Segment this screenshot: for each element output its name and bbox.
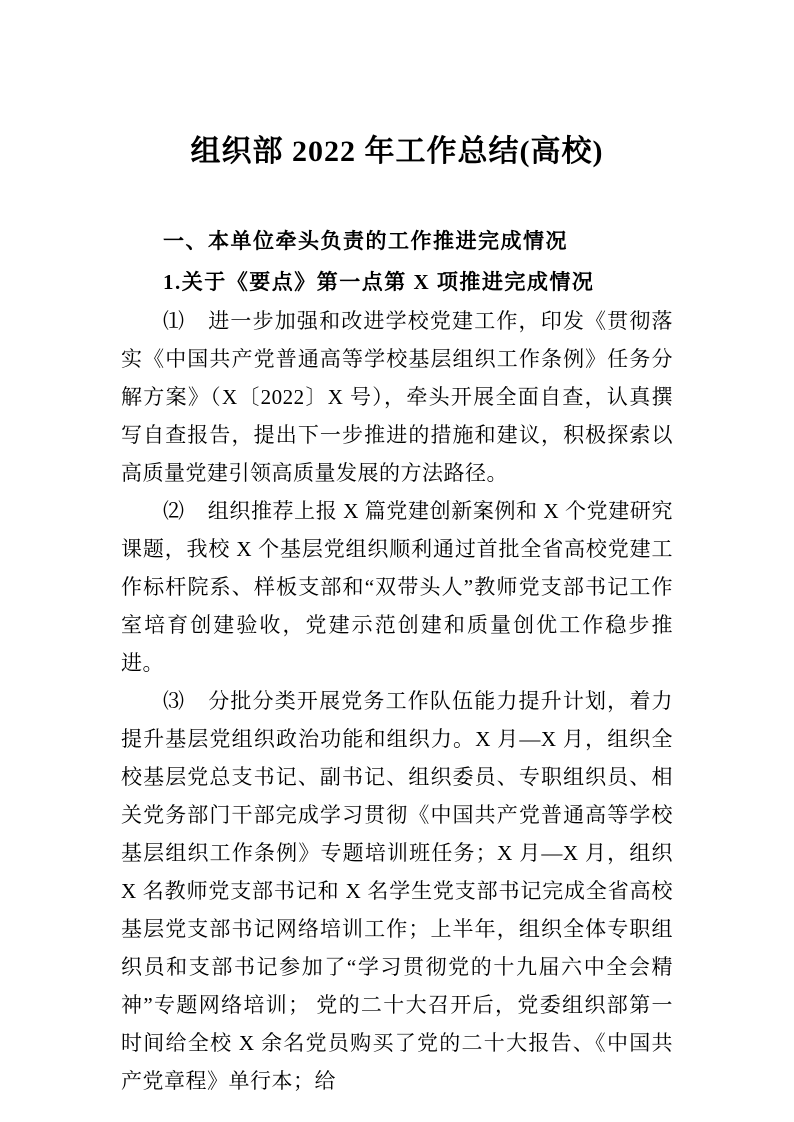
- paragraph-1: [121, 302, 673, 492]
- section-heading-2: 1.关于《要点》第一点第 X 项推进完成情况: [163, 270, 595, 294]
- paragraph-1-text: 进一步加强和改进学校党建工作，印发《贯彻落实《中国共产党普通高等学校基层组织工作条例》任务分解方案》（X〔2022〕X 号），牵头开展全面自查，认真撰写自查报告，提出下一步推进的措施和建议，积极探索以高质量党建引领高质量发展的方法路径。: [121, 309, 674, 485]
- paragraph-3-text: 分批分类开展党务工作队伍能力提升计划，着力提升基层党组织政治功能和组织力。X 月—X 月，组织全校基层党总支书记、副书记、组织委员、专职组织员、相关党务部门干部完成学习贯彻《中国共产党普通高等学校基层组织工作条例》专题培训班任务；X 月—X 月，组织 X 名教师党支部书记和 X 名学生党支部书记完成全省高校基层党支部书记网络培训工作；上半年，组织全体专职组织员和支部书记参加了“学习贯彻党的十九届六中全会精神”专题网络培训； 党的二十大召开后，党委组织部第一时间给全校 X 余名党员购买了党的二十大报告、《中国共产党章程》单行本；给: [121, 689, 674, 1093]
- paragraph-2-text: 组织推荐上报 X 篇党建创新案例和 X 个党建研究课题，我校 X 个基层党组织顺利通过首批全省高校党建工作标杆院系、样板支部和“双带头人”教师党支部书记工作室培育创建验收，党建示范创建和质量创优工作稳步推进。: [121, 499, 673, 675]
- paragraph-3: [121, 682, 673, 1100]
- section-heading-1: 一、本单位牵头负责的工作推进完成情况: [163, 230, 568, 253]
- paragraph-2: [121, 492, 673, 682]
- paragraph-2-number: ⑵: [163, 499, 185, 523]
- paragraph-1-number: ⑴: [163, 309, 186, 333]
- document-title: 组织部 2022 年工作总结(高校): [190, 135, 604, 168]
- paragraph-3-number: ⑶: [163, 689, 186, 713]
